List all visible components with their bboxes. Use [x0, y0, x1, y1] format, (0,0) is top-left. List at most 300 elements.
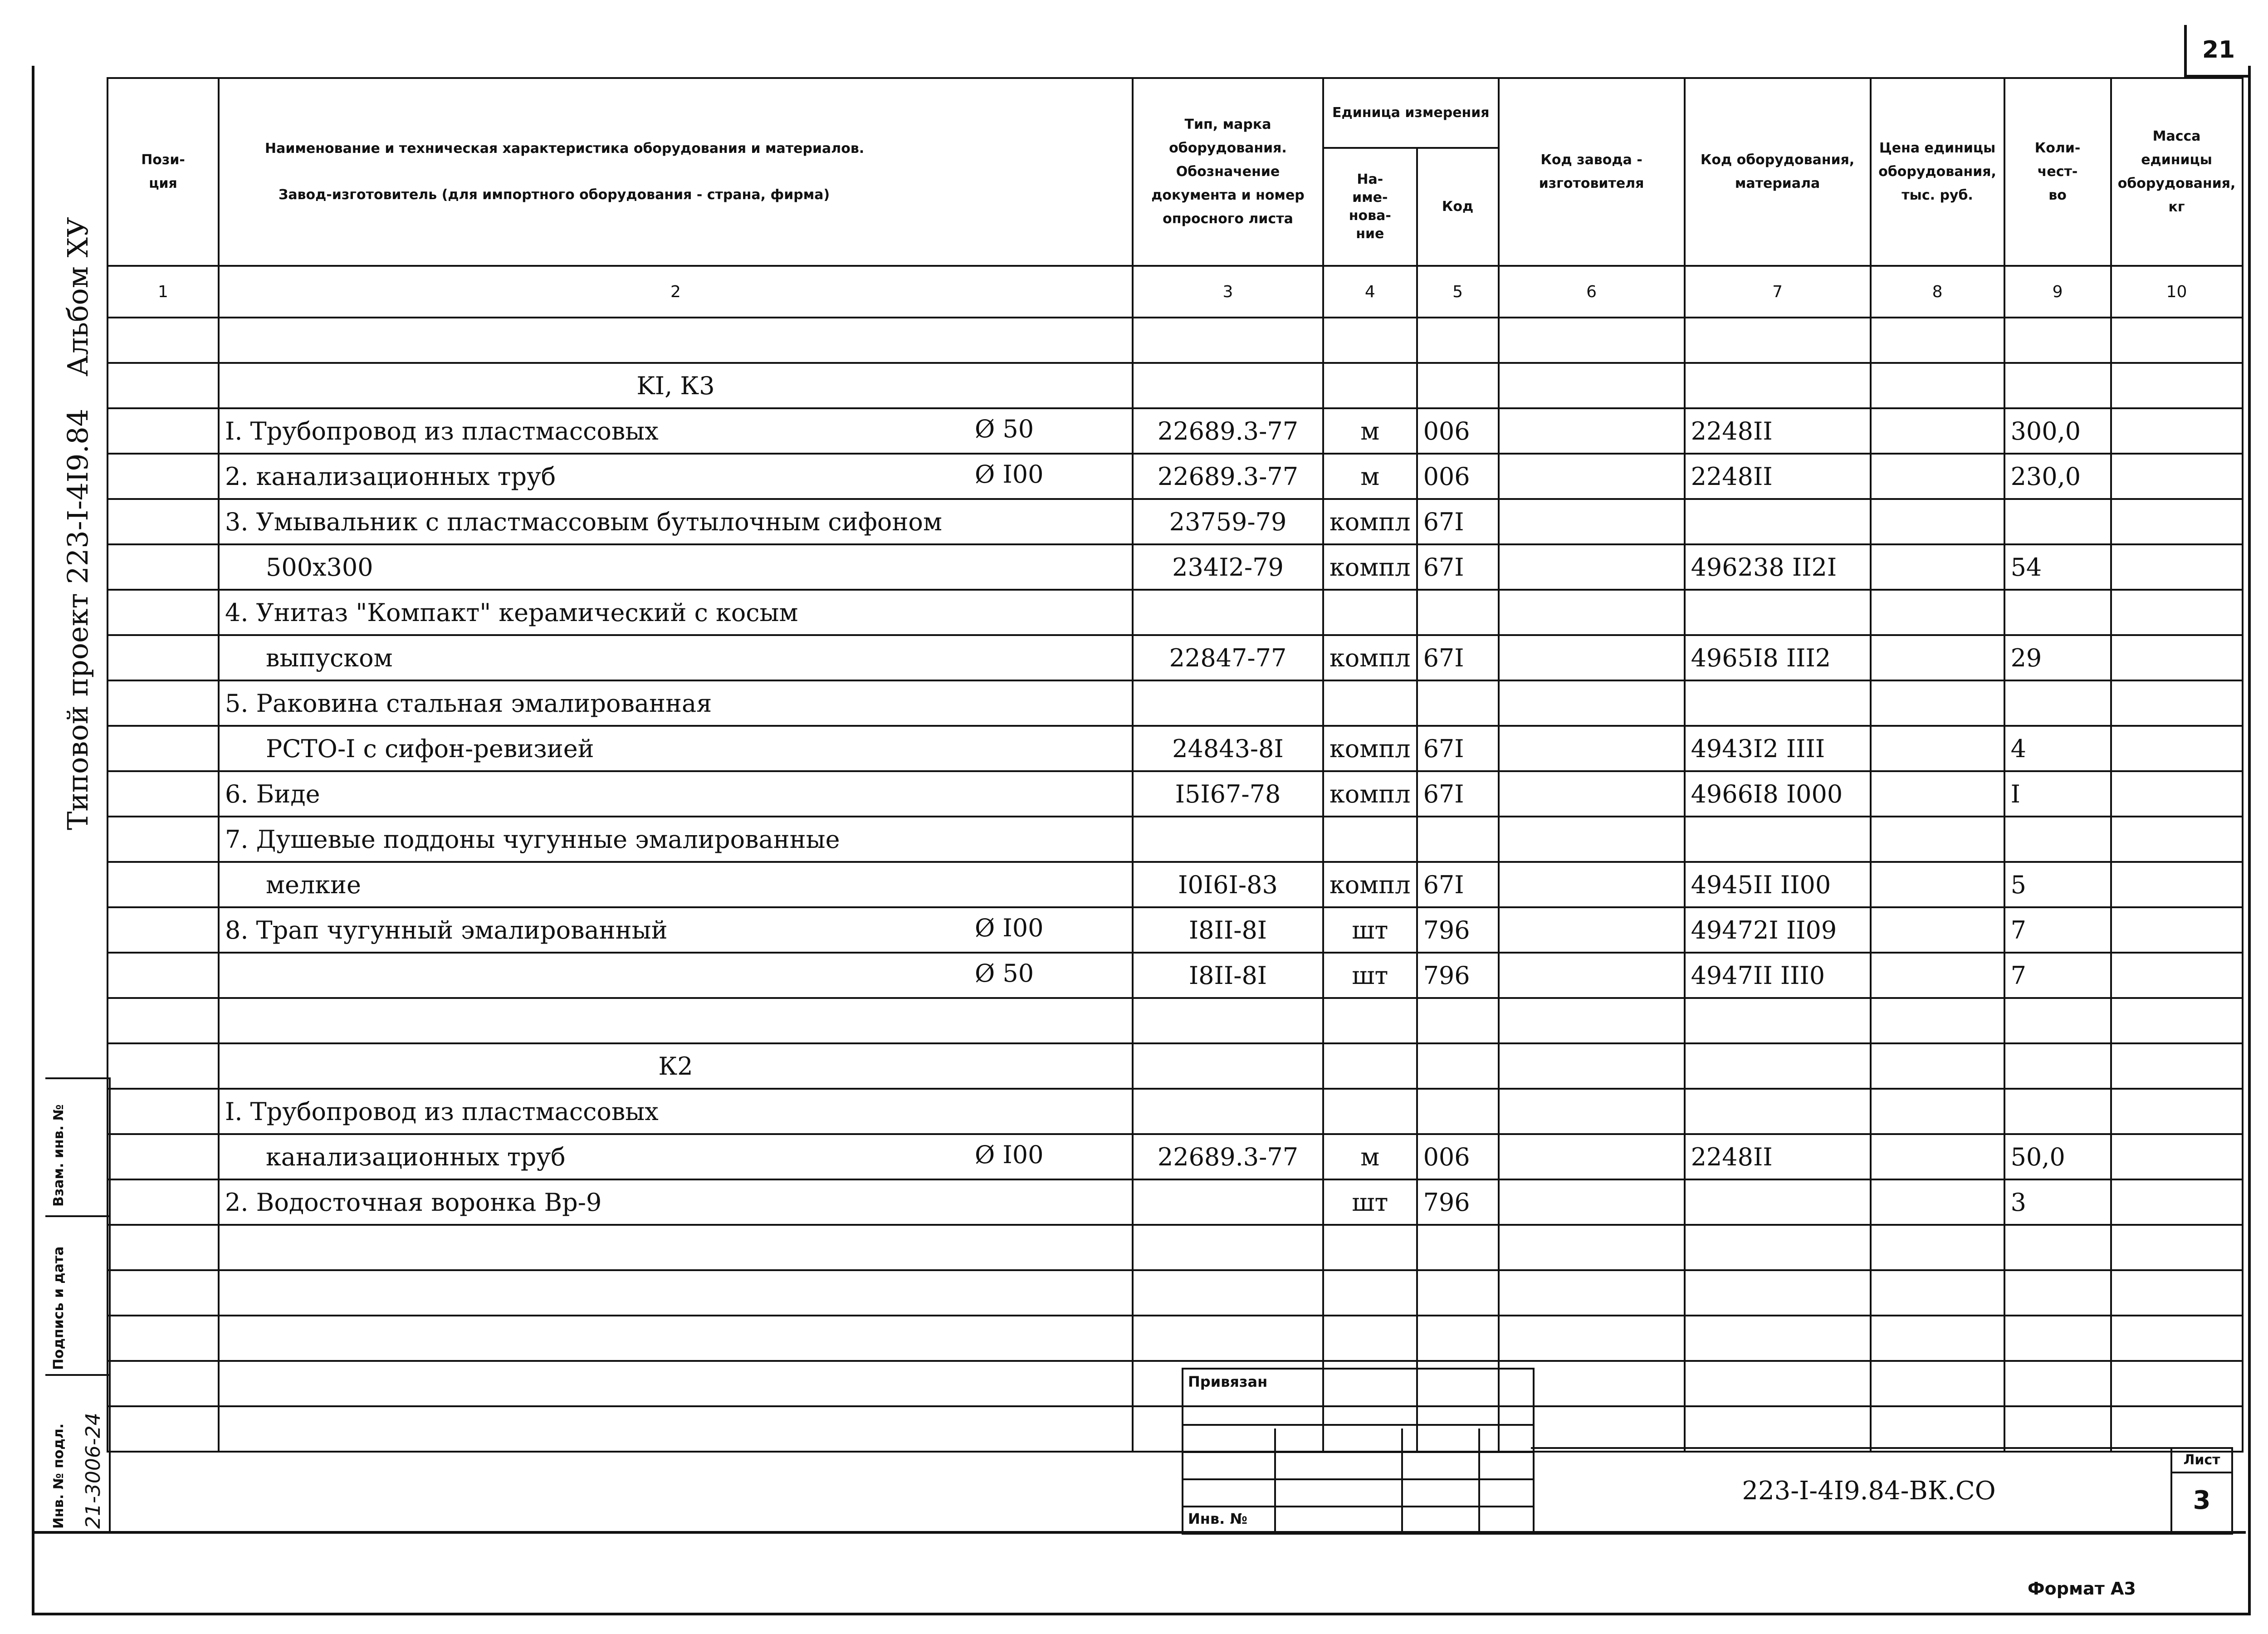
cell-name: [219, 953, 1133, 998]
cell-equipment-code: 4943I2 IIII: [1685, 726, 1871, 771]
cell-unit-code: [1417, 1089, 1499, 1134]
item-name: канализационных труб: [266, 1142, 566, 1171]
cell-mass: [2111, 1134, 2243, 1179]
cell-price: [1871, 1089, 2004, 1134]
cell-unit: шт: [1323, 1179, 1417, 1225]
cell-position: [108, 953, 219, 998]
cell-equipment-code: [1685, 363, 1871, 408]
cell-document: [1133, 1043, 1323, 1089]
cell-quantity: 230,0: [2004, 454, 2111, 499]
cell-position: [108, 1225, 219, 1270]
cell-equipment-code: [1685, 817, 1871, 862]
cell-name: [219, 1316, 1133, 1361]
cell-name: [219, 1406, 1133, 1452]
cell-price: [1871, 817, 2004, 862]
cell-price: [1871, 408, 2004, 454]
cell-position: [108, 318, 219, 363]
cell-plant-code: [1499, 817, 1685, 862]
cell-unit: компл: [1323, 544, 1417, 590]
cell-name: [219, 1361, 1133, 1406]
cell-name: [219, 1089, 1133, 1134]
cell-unit-code: 67I: [1417, 635, 1499, 680]
column-number-row: [108, 266, 2243, 318]
cell-unit: м: [1323, 408, 1417, 454]
cell-unit-code: [1417, 817, 1499, 862]
item-name: 2. канализационных труб: [225, 462, 556, 491]
cell-price: [1871, 907, 2004, 953]
cell-mass: [2111, 454, 2243, 499]
cell-name: [219, 771, 1133, 817]
item-name: 5. Раковина стальная эмалированная: [225, 689, 712, 718]
cell-quantity: 7: [2004, 907, 2111, 953]
table-row: [108, 817, 2243, 862]
cell-name: [219, 1179, 1133, 1225]
item-name: 6. Биде: [225, 779, 320, 808]
cell-unit: [1323, 998, 1417, 1043]
cell-unit: [1323, 363, 1417, 408]
cell-name: [219, 454, 1133, 499]
cell-position: [108, 590, 219, 635]
cell-unit-code: 006: [1417, 454, 1499, 499]
item-diameter: Ø I00: [975, 914, 1044, 942]
cell-position: [108, 862, 219, 907]
specification-table: [107, 77, 2244, 1453]
cell-plant-code: [1499, 1179, 1685, 1225]
cell-plant-code: [1499, 499, 1685, 544]
table-row: [108, 726, 2243, 771]
cell-position: [108, 544, 219, 590]
cell-price: [1871, 862, 2004, 907]
header-equipment-code: Код оборудования, материала: [1685, 78, 1871, 266]
table-row: [108, 408, 2243, 454]
cell-unit-code: [1417, 590, 1499, 635]
cell-plant-code: [1499, 726, 1685, 771]
cell-document: 234I2-79: [1133, 544, 1323, 590]
cell-mass: [2111, 1270, 2243, 1316]
cell-unit-code: 67I: [1417, 544, 1499, 590]
cell-name: [219, 998, 1133, 1043]
cell-equipment-code: [1685, 1270, 1871, 1316]
cell-mass: [2111, 726, 2243, 771]
cell-plant-code: [1499, 363, 1685, 408]
cell-unit-code: [1417, 1043, 1499, 1089]
item-name: 8. Трап чугунный эмалированный: [225, 915, 668, 944]
cell-mass: [2111, 590, 2243, 635]
colnum-9: 9: [2004, 266, 2111, 318]
header-name-line1: Наименование и техническая характеристика оборудования и материалов.: [265, 141, 865, 157]
cell-position: [108, 1134, 219, 1179]
cell-plant-code: [1499, 1134, 1685, 1179]
cell-unit: компл: [1323, 499, 1417, 544]
cell-unit-code: [1417, 680, 1499, 726]
cell-plant-code: [1499, 998, 1685, 1043]
cell-plant-code: [1499, 590, 1685, 635]
table-row: [108, 544, 2243, 590]
table-row: [108, 1089, 2243, 1134]
cell-document: 22689.3-77: [1133, 1134, 1323, 1179]
cell-price: [1871, 1225, 2004, 1270]
cell-unit: [1323, 1270, 1417, 1316]
cell-quantity: 54: [2004, 544, 2111, 590]
colnum-1: 1: [108, 266, 219, 318]
cell-unit-code: 006: [1417, 408, 1499, 454]
cell-price: [1871, 726, 2004, 771]
cell-price: [1871, 590, 2004, 635]
cell-quantity: [2004, 1406, 2111, 1452]
cell-plant-code: [1499, 1225, 1685, 1270]
colnum-7: 7: [1685, 266, 1871, 318]
side-stamp-label-sign: Подпись и дата: [51, 1246, 67, 1370]
cell-price: [1871, 635, 2004, 680]
cell-equipment-code: [1685, 680, 1871, 726]
cell-price: [1871, 680, 2004, 726]
table-row: [108, 907, 2243, 953]
cell-name: [219, 1225, 1133, 1270]
cell-mass: [2111, 817, 2243, 862]
cell-plant-code: [1499, 907, 1685, 953]
cell-quantity: 7: [2004, 953, 2111, 998]
cell-position: [108, 363, 219, 408]
cell-document: I5I67-78: [1133, 771, 1323, 817]
colnum-5: 5: [1417, 266, 1499, 318]
item-diameter: Ø 50: [975, 959, 1034, 988]
cell-document: 22847-77: [1133, 635, 1323, 680]
table-row: [108, 635, 2243, 680]
table-row: [108, 363, 2243, 408]
cell-unit-code: 67I: [1417, 771, 1499, 817]
cell-position: [108, 907, 219, 953]
cell-mass: [2111, 771, 2243, 817]
cell-mass: [2111, 680, 2243, 726]
cell-unit: [1323, 680, 1417, 726]
cell-position: [108, 998, 219, 1043]
section-heading: KI, К3: [219, 363, 1133, 408]
cell-mass: [2111, 907, 2243, 953]
cell-position: [108, 408, 219, 454]
cell-equipment-code: 49472I II09: [1685, 907, 1871, 953]
cell-unit: компл: [1323, 726, 1417, 771]
cell-quantity: 50,0: [2004, 1134, 2111, 1179]
cell-document: [1133, 1270, 1323, 1316]
table-row: [108, 1270, 2243, 1316]
header-unit: Единица измерения: [1323, 78, 1499, 148]
header-price: Цена единицы оборудования, тыс. руб.: [1871, 78, 2004, 266]
cell-position: [108, 1179, 219, 1225]
cell-unit: [1323, 817, 1417, 862]
table-row: [108, 1225, 2243, 1270]
cell-mass: [2111, 1179, 2243, 1225]
sheet-number: 3: [2193, 1486, 2211, 1515]
cell-name: [219, 680, 1133, 726]
item-name: 500x300: [266, 553, 373, 582]
cell-position: [108, 1089, 219, 1134]
table-row: [108, 1043, 2243, 1089]
item-diameter: Ø I00: [975, 1140, 1044, 1169]
header-row: [108, 78, 2243, 148]
cell-equipment-code: 4947II III0: [1685, 953, 1871, 998]
header-type: Тип, марка оборудования. Обозначение документа и номер опросного листа: [1133, 78, 1323, 266]
cell-price: [1871, 363, 2004, 408]
cell-quantity: [2004, 1225, 2111, 1270]
inventory-number: 21-3006-24: [82, 1413, 105, 1529]
header-mass: Масса единицы оборудования, кг: [2111, 78, 2243, 266]
cell-price: [1871, 544, 2004, 590]
cell-plant-code: [1499, 544, 1685, 590]
cell-document: I8II-8I: [1133, 907, 1323, 953]
cell-unit: [1323, 318, 1417, 363]
header-plant-code: Код завода - изготовителя: [1499, 78, 1685, 266]
cell-position: [108, 1043, 219, 1089]
cell-equipment-code: [1685, 1043, 1871, 1089]
header-name: [219, 78, 1133, 266]
cell-unit-code: 67I: [1417, 726, 1499, 771]
item-diameter: Ø I00: [975, 460, 1044, 489]
cell-document: [1133, 1316, 1323, 1361]
cell-equipment-code: [1685, 1179, 1871, 1225]
cell-plant-code: [1499, 953, 1685, 998]
cell-quantity: [2004, 499, 2111, 544]
cell-unit: [1323, 590, 1417, 635]
cell-document: 24843-8I: [1133, 726, 1323, 771]
table-row: [108, 454, 2243, 499]
item-name: выпуском: [266, 643, 393, 672]
cell-name: [219, 499, 1133, 544]
cell-mass: [2111, 363, 2243, 408]
cell-price: [1871, 1270, 2004, 1316]
cell-position: [108, 499, 219, 544]
table-row: [108, 1406, 2243, 1452]
cell-mass: [2111, 318, 2243, 363]
cell-document: 22689.3-77: [1133, 454, 1323, 499]
cell-price: [1871, 953, 2004, 998]
cell-unit: компл: [1323, 771, 1417, 817]
cell-quantity: [2004, 1089, 2111, 1134]
cell-plant-code: [1499, 635, 1685, 680]
cell-price: [1871, 771, 2004, 817]
table-row: [108, 318, 2243, 363]
cell-unit: шт: [1323, 907, 1417, 953]
cell-position: [108, 635, 219, 680]
cell-equipment-code: 2248II: [1685, 408, 1871, 454]
cell-plant-code: [1499, 454, 1685, 499]
cell-price: [1871, 499, 2004, 544]
item-name: 4. Унитаз "Компакт" керамический с косым: [225, 598, 798, 627]
cell-document: [1133, 1179, 1323, 1225]
header-unit-code: Код: [1417, 148, 1499, 266]
cell-name: [219, 1270, 1133, 1316]
table-row: [108, 499, 2243, 544]
table-row: [108, 953, 2243, 998]
cell-name: [219, 862, 1133, 907]
header-position: Пози- ция: [108, 78, 219, 266]
side-stamp-label-inv: Инв. № подл.: [51, 1423, 67, 1529]
bound-label: Привязан: [1188, 1373, 1268, 1390]
cell-mass: [2111, 1225, 2243, 1270]
cell-document: 22689.3-77: [1133, 408, 1323, 454]
header-unit-name: На- име- нова- ние: [1323, 148, 1417, 266]
cell-equipment-code: [1685, 1361, 1871, 1406]
cell-position: [108, 1316, 219, 1361]
cell-mass: [2111, 953, 2243, 998]
cell-position: [108, 1406, 219, 1452]
cell-document: I0I6I-83: [1133, 862, 1323, 907]
table-row: [108, 862, 2243, 907]
inv-label: Инв. №: [1188, 1510, 1247, 1527]
item-diameter: Ø 50: [975, 415, 1034, 443]
item-name: 7. Душевые поддоны чугунные эмалированные: [225, 825, 840, 854]
sheet-box: [2170, 1447, 2233, 1535]
cell-price: [1871, 1134, 2004, 1179]
cell-unit: шт: [1323, 953, 1417, 998]
cell-equipment-code: [1685, 318, 1871, 363]
cell-unit-code: [1417, 1270, 1499, 1316]
cell-unit-code: 67I: [1417, 499, 1499, 544]
sheet-corner-number: 21: [2184, 25, 2250, 78]
cell-equipment-code: [1685, 1316, 1871, 1361]
table-row: [108, 998, 2243, 1043]
colnum-4: 4: [1323, 266, 1417, 318]
cell-price: [1871, 318, 2004, 363]
cell-unit-code: 796: [1417, 907, 1499, 953]
cell-mass: [2111, 862, 2243, 907]
cell-document: [1133, 817, 1323, 862]
cell-plant-code: [1499, 680, 1685, 726]
table-row: [108, 771, 2243, 817]
cell-unit: компл: [1323, 862, 1417, 907]
cell-unit: м: [1323, 1134, 1417, 1179]
cell-mass: [2111, 544, 2243, 590]
item-name: 3. Умывальник с пластмассовым бутылочным сифоном: [225, 507, 942, 536]
header-name-line2: Завод-изготовитель (для импортного оборудования - страна, фирма): [279, 187, 830, 203]
cell-name: [219, 907, 1133, 953]
cell-mass: [2111, 1316, 2243, 1361]
cell-quantity: [2004, 1361, 2111, 1406]
cell-quantity: 300,0: [2004, 408, 2111, 454]
cell-quantity: [2004, 1270, 2111, 1316]
section-heading: К2: [219, 1043, 1133, 1089]
colnum-10: 10: [2111, 266, 2243, 318]
colnum-2: 2: [219, 266, 1133, 318]
cell-position: [108, 1361, 219, 1406]
cell-document: [1133, 363, 1323, 408]
cell-unit: [1323, 1225, 1417, 1270]
cell-equipment-code: [1685, 1089, 1871, 1134]
cell-quantity: [2004, 318, 2111, 363]
cell-quantity: 4: [2004, 726, 2111, 771]
format-label: Формат А3: [2028, 1579, 2136, 1599]
cell-plant-code: [1499, 1043, 1685, 1089]
cell-equipment-code: [1685, 1225, 1871, 1270]
project-label: Типовой проект 223-I-4I9.84: [61, 408, 94, 830]
table-row: [108, 1316, 2243, 1361]
cell-unit-code: 67I: [1417, 862, 1499, 907]
cell-name: [219, 635, 1133, 680]
cell-plant-code: [1499, 862, 1685, 907]
cell-plant-code: [1499, 771, 1685, 817]
cell-position: [108, 817, 219, 862]
table-row: [108, 1134, 2243, 1179]
cell-document: 23759-79: [1133, 499, 1323, 544]
cell-unit-code: [1417, 1225, 1499, 1270]
cell-position: [108, 680, 219, 726]
cell-name: [219, 590, 1133, 635]
table-row: [108, 1361, 2243, 1406]
cell-price: [1871, 1361, 2004, 1406]
cell-unit-code: [1417, 363, 1499, 408]
cell-name: [219, 1134, 1133, 1179]
document-code: 223-I-4I9.84-ВК.СО: [1531, 1447, 2207, 1535]
colnum-6: 6: [1499, 266, 1685, 318]
cell-name: [219, 726, 1133, 771]
cell-equipment-code: 496238 II2I: [1685, 544, 1871, 590]
cell-mass: [2111, 635, 2243, 680]
cell-name: [219, 544, 1133, 590]
cell-document: [1133, 318, 1323, 363]
cell-unit-code: [1417, 998, 1499, 1043]
cell-document: [1133, 590, 1323, 635]
cell-quantity: [2004, 590, 2111, 635]
cell-price: [1871, 998, 2004, 1043]
cell-position: [108, 771, 219, 817]
cell-quantity: 3: [2004, 1179, 2111, 1225]
cell-quantity: I: [2004, 771, 2111, 817]
cell-quantity: 29: [2004, 635, 2111, 680]
cell-name: [219, 318, 1133, 363]
title-block-stamp: [1182, 1368, 1535, 1535]
cell-price: [1871, 1179, 2004, 1225]
table-row: [108, 680, 2243, 726]
cell-mass: [2111, 1043, 2243, 1089]
cell-price: [1871, 1406, 2004, 1452]
cell-price: [1871, 1043, 2004, 1089]
cell-unit-code: [1417, 318, 1499, 363]
cell-unit: м: [1323, 454, 1417, 499]
table-row: [108, 590, 2243, 635]
cell-unit-code: 796: [1417, 953, 1499, 998]
item-name: мелкие: [266, 870, 361, 899]
cell-quantity: 5: [2004, 862, 2111, 907]
cell-plant-code: [1499, 1316, 1685, 1361]
cell-equipment-code: 4965I8 III2: [1685, 635, 1871, 680]
cell-price: [1871, 454, 2004, 499]
cell-plant-code: [1499, 1089, 1685, 1134]
cell-document: [1133, 680, 1323, 726]
cell-equipment-code: 2248II: [1685, 1134, 1871, 1179]
cell-unit-code: 796: [1417, 1179, 1499, 1225]
cell-quantity: [2004, 1043, 2111, 1089]
cell-plant-code: [1499, 408, 1685, 454]
cell-unit: компл: [1323, 635, 1417, 680]
cell-equipment-code: [1685, 499, 1871, 544]
cell-equipment-code: 4945II II00: [1685, 862, 1871, 907]
cell-quantity: [2004, 1316, 2111, 1361]
item-name: I. Трубопровод из пластмассовых: [225, 1097, 659, 1126]
cell-unit-code: [1417, 1316, 1499, 1361]
cell-mass: [2111, 499, 2243, 544]
cell-name: [219, 408, 1133, 454]
cell-mass: [2111, 1406, 2243, 1452]
cell-name: [219, 817, 1133, 862]
item-name: РСТО-I с сифон-ревизией: [266, 734, 594, 763]
table-row: [108, 1179, 2243, 1225]
cell-equipment-code: [1685, 590, 1871, 635]
specification-body: [108, 318, 2243, 1452]
cell-mass: [2111, 1361, 2243, 1406]
side-stamp-label-replace: Взам. инв. №: [51, 1104, 67, 1207]
cell-quantity: [2004, 680, 2111, 726]
cell-document: I8II-8I: [1133, 953, 1323, 998]
cell-position: [108, 454, 219, 499]
